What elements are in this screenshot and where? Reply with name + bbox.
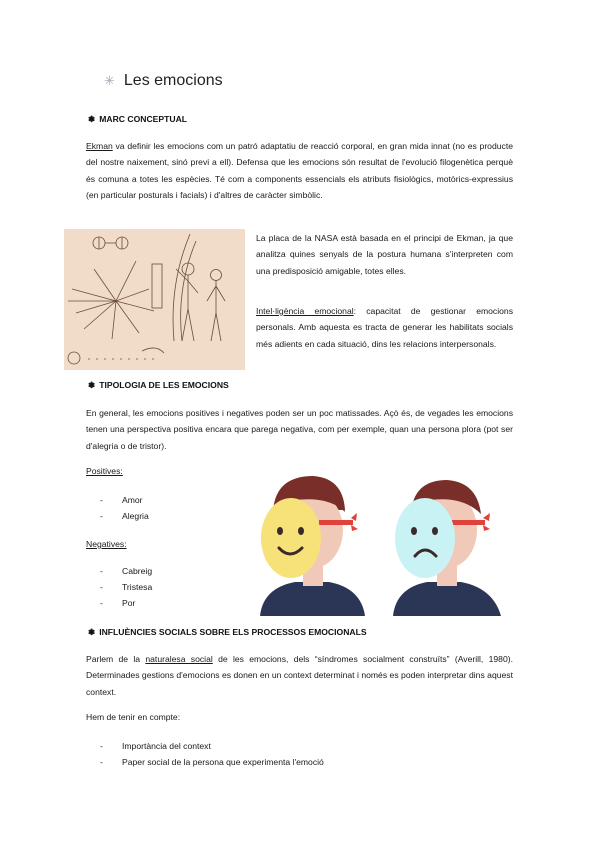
flower-bullet-icon: ❃ <box>88 380 96 390</box>
label-negatives: Negatives: <box>86 539 127 549</box>
link-ekman[interactable]: Ekman <box>86 141 113 151</box>
list-influencies <box>100 738 324 770</box>
flower-bullet-icon: ❃ <box>88 114 96 124</box>
page-title: ✳ Les emocions <box>104 72 223 89</box>
list-item: - Amor <box>100 495 143 505</box>
sad-mask-person <box>393 480 501 616</box>
paragraph-influencies: Parlem de la naturalesa social de les emocions, dels “síndromes socialment construïts” (Averill, 1980). Determinades gestions d'emocions es donen en un context determinat i només es poden interpretar dins aquest context. <box>86 654 513 697</box>
asterisk-icon: ✳ <box>104 73 115 88</box>
link-intelligencia-emocional[interactable]: Intel·ligència emocional <box>256 306 354 316</box>
list-positives <box>100 492 149 524</box>
section-heading-marc: ❃ MARC CONCEPTUAL <box>88 114 188 124</box>
happy-mask-person <box>260 476 365 616</box>
paragraph-tipologia: En general, les emocions positives i negatives poden ser un poc matissades. Açò és, de vegades les emocions tenen una perspectiva positiva encara que parega negativa, com per exemple, quan una persona plora (pot ser d'alegria o de tristor). <box>86 408 513 451</box>
list-item: - Cabreig <box>100 566 153 576</box>
paragraph-ekman: Ekman va definir les emocions com un patró adaptatiu de reacció corporal, en gran mida innat (no es producte del nostre naixement, sinó previ a ell). Defensa que les emocions són resultat de l'evolució filogenètica perquè és comuna a totes les espècies. Té com a components essencials els atributs fisiològics, motòrics-expressius (en particular posturals i facials) i d'altres de caràcter simbòlic. <box>86 141 513 201</box>
section-heading-tipologia: ❃ TIPOLOGIA DE LES EMOCIONS <box>88 380 229 390</box>
list-item: - Importància del context <box>100 741 211 751</box>
masks-illustration <box>255 470 513 616</box>
list-negatives <box>100 563 152 611</box>
paragraph-nasa: La placa de la NASA està basada en el principi de Ekman, ja que analitza quines senyals de la postura humana s'interpreten com una predisposició amigable, totes elles. <box>256 233 513 276</box>
label-positives: Positives: <box>86 466 123 476</box>
list-item: - Alegria <box>100 511 149 521</box>
nasa-plaque-image <box>64 229 245 370</box>
link-naturalesa-social[interactable]: naturalesa social <box>145 654 213 664</box>
list-item: - Tristesa <box>100 582 153 592</box>
list-item: - Paper social de la persona que experimenta l'emoció <box>100 757 324 767</box>
paragraph-intelligencia-emocional: Intel·ligència emocional: capacitat de gestionar emocions personals. Amb aquesta es tracta de generar les habilitats socials més adients en cada situació, dins les relacions interpersonals. <box>256 306 513 349</box>
section-heading-influencies: ❃ INFLUÈNCIES SOCIALS SOBRE ELS PROCESSOS EMOCIONALS <box>88 627 367 637</box>
list-item: - Por <box>100 598 136 608</box>
paragraph-hem-de-tenir: Hem de tenir en compte: <box>86 712 181 722</box>
flower-bullet-icon: ❃ <box>88 627 96 637</box>
